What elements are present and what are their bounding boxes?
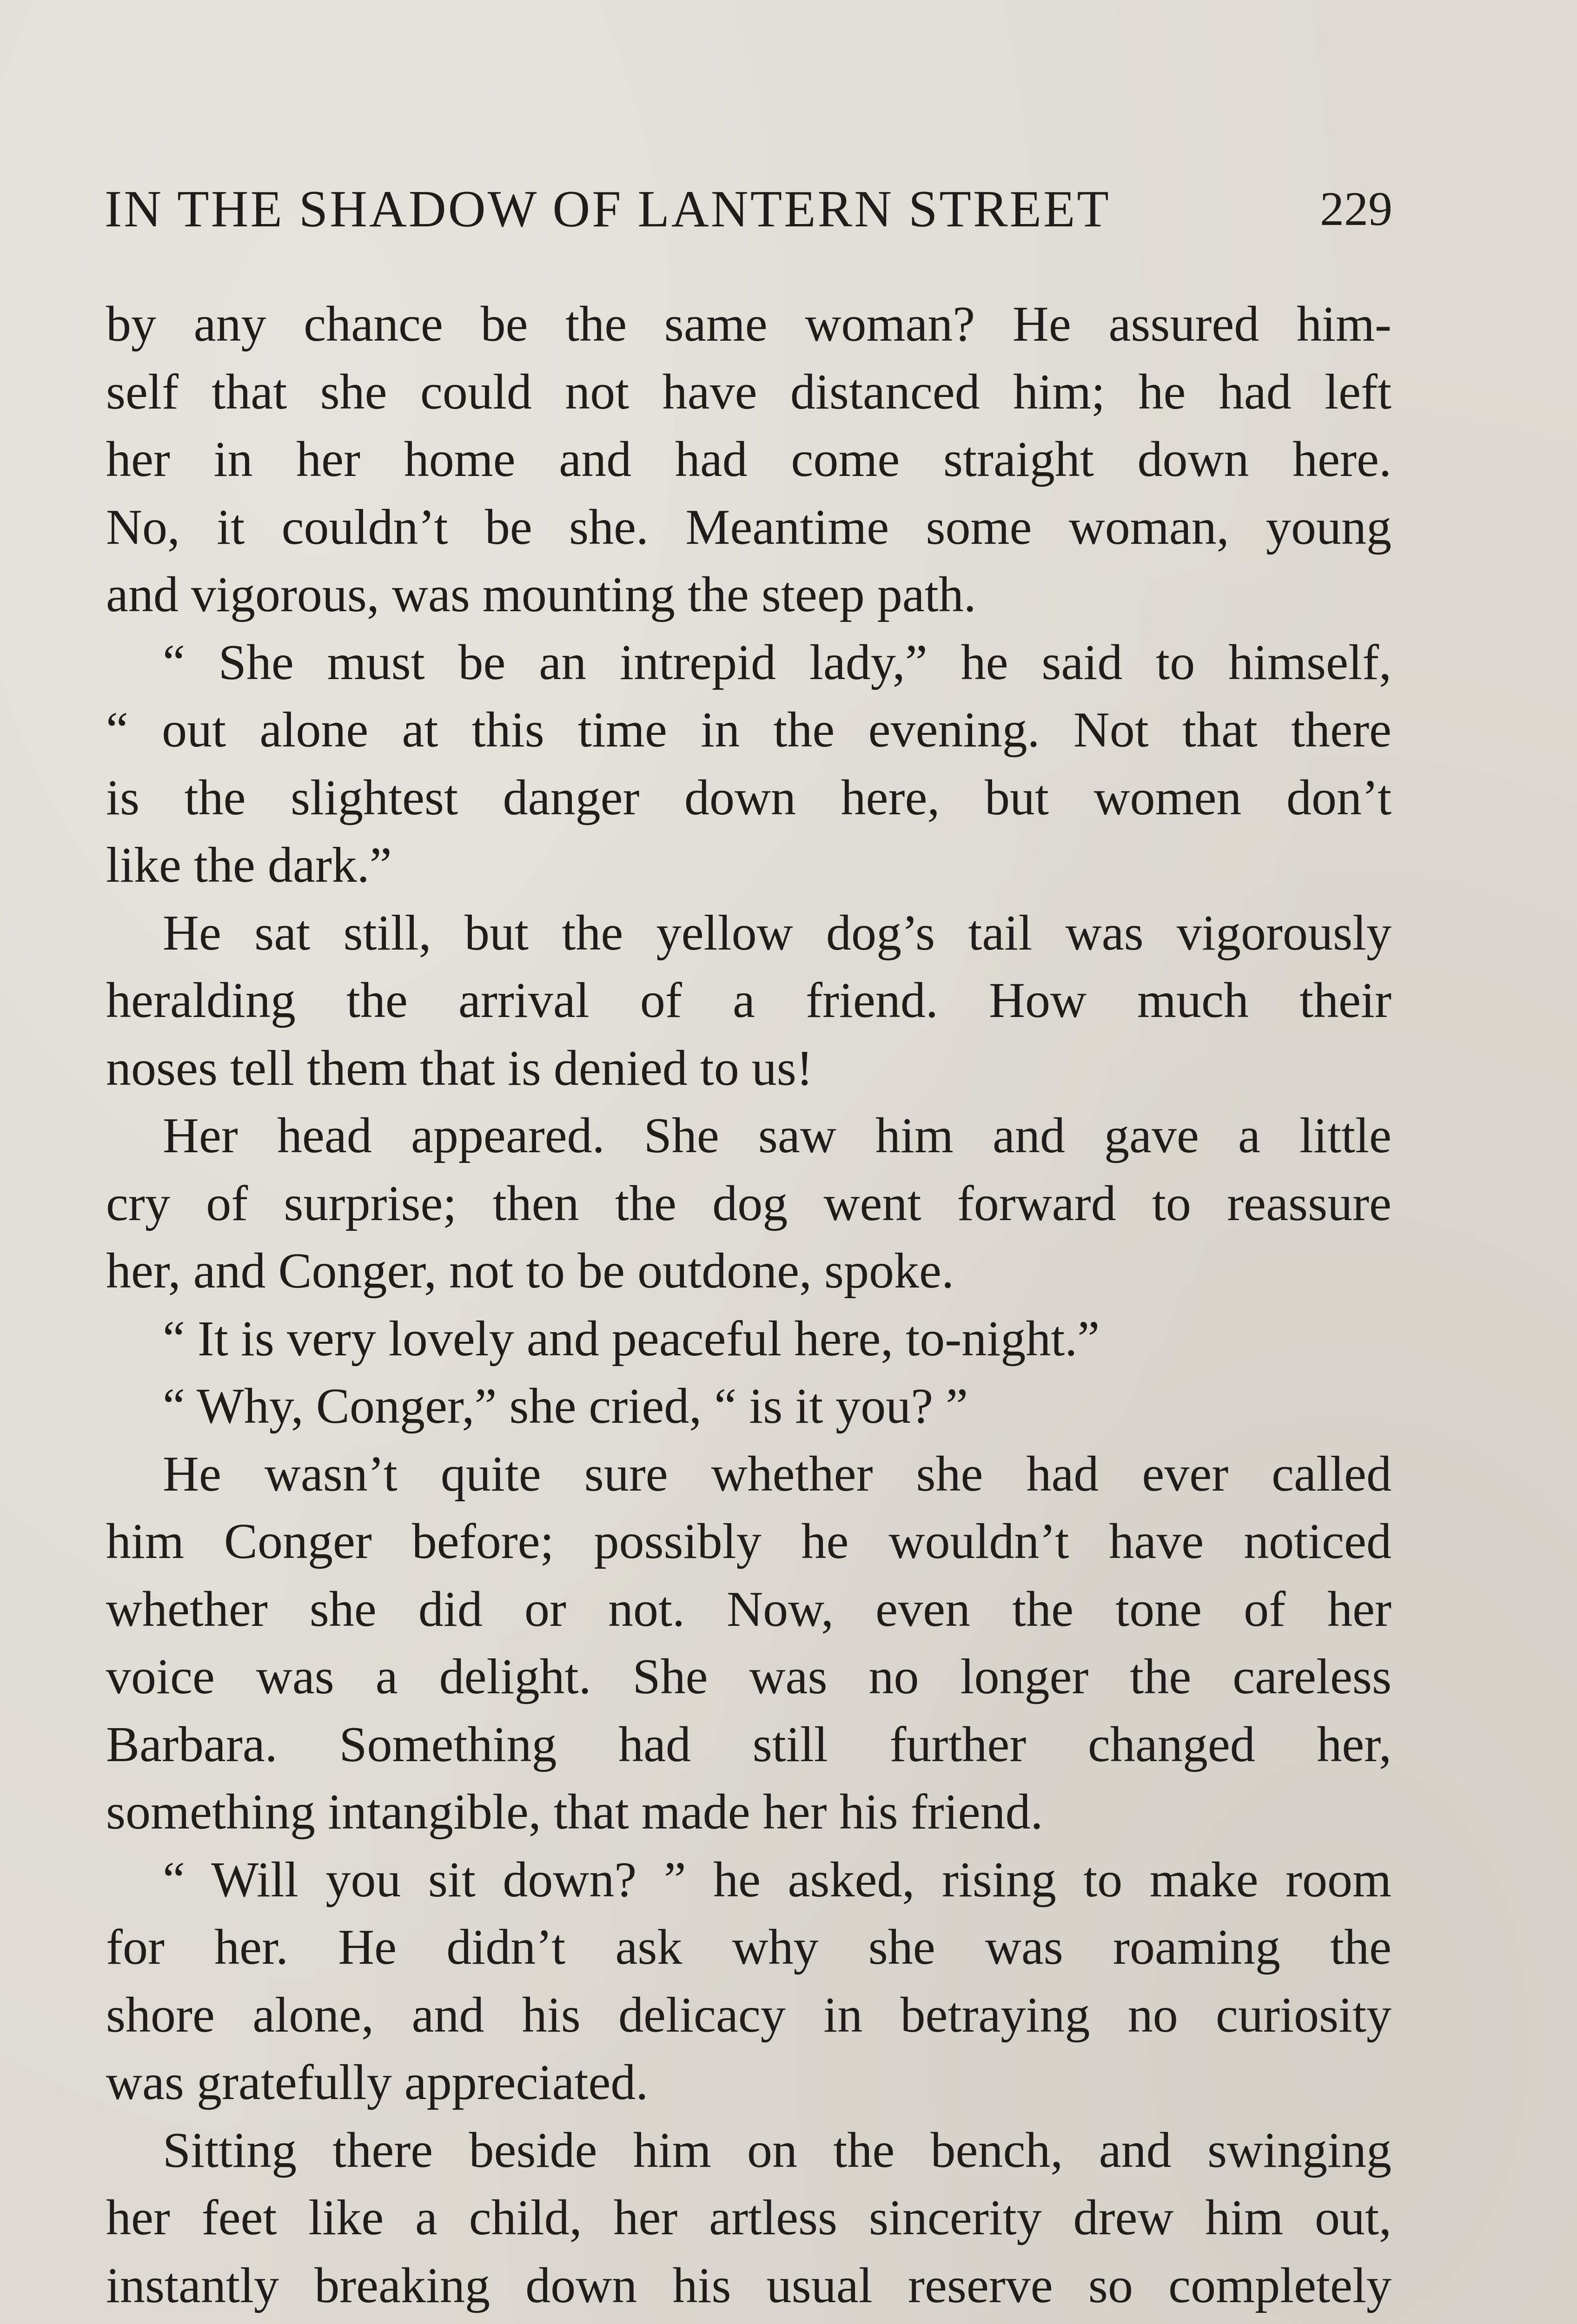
text-line: heralding the arrival of a friend. How much their	[106, 973, 1391, 1028]
running-title: IN THE SHADOW OF LANTERN STREET	[105, 180, 1111, 238]
text-line: No, it couldn’t be she. Meantime some woman, young	[106, 499, 1391, 555]
running-header	[105, 177, 1392, 242]
text-line: something intangible, that made her his friend.	[106, 1784, 1043, 1840]
text-line: “ Will you sit down? ” he asked, rising to make room	[163, 1852, 1391, 1908]
text-line: whether she did or not. Now, even the tone of her	[106, 1581, 1391, 1637]
page-number: 229	[1320, 182, 1392, 236]
text-line: noses tell them that is denied to us!	[106, 1040, 813, 1096]
text-line: Sitting there beside him on the bench, and swinging	[163, 2122, 1391, 2178]
text-line: Her head appeared. She saw him and gave a little	[163, 1108, 1391, 1163]
text-line: her in her home and had come straight down here.	[106, 432, 1391, 487]
text-line: “ Why, Conger,” she cried, “ is it you? ”	[163, 1379, 968, 1434]
text-line: Barbara. Something had still further changed her,	[106, 1717, 1391, 1772]
body-text	[106, 290, 1391, 2324]
text-line: for her. He didn’t ask why she was roaming the	[106, 1920, 1391, 1975]
text-line: self that she could not have distanced him; he had left	[106, 364, 1391, 420]
text-line: her feet like a child, her artless sincerity drew him out,	[106, 2190, 1391, 2245]
text-line: her, and Conger, not to be outdone, spoke.	[106, 1243, 954, 1299]
text-line	[106, 2319, 1391, 2324]
text-line: was gratefully appreciated.	[106, 2055, 649, 2110]
text-line: like the dark.”	[106, 838, 392, 893]
text-line: instantly breaking down his usual reserve so completely	[106, 2258, 1391, 2313]
text-line: is the slightest danger down here, but women don’t	[106, 770, 1391, 825]
text-line: cry of surprise; then the dog went forward to reassure	[106, 1175, 1391, 1231]
text-line: shore alone, and his delicacy in betraying no curiosity	[106, 1987, 1391, 2043]
text-line: by any chance be the same woman? He assured him-	[106, 297, 1391, 352]
text-line: “ out alone at this time in the evening. Not that there	[106, 702, 1391, 758]
text-line: voice was a delight. She was no longer the careless	[106, 1649, 1391, 1704]
text-line: him Conger before; possibly he wouldn’t have noticed	[106, 1514, 1391, 1569]
text-line: and vigorous, was mounting the steep path.	[106, 567, 976, 622]
text-line: He sat still, but the yellow dog’s tail was vigorously	[163, 905, 1391, 961]
text-line: He wasn’t quite sure whether she had ever called	[163, 1446, 1391, 1502]
text-line: “ She must be an intrepid lady,” he said to himself,	[163, 634, 1391, 690]
text-line: “ It is very lovely and peaceful here, to-night.”	[163, 1311, 1100, 1367]
